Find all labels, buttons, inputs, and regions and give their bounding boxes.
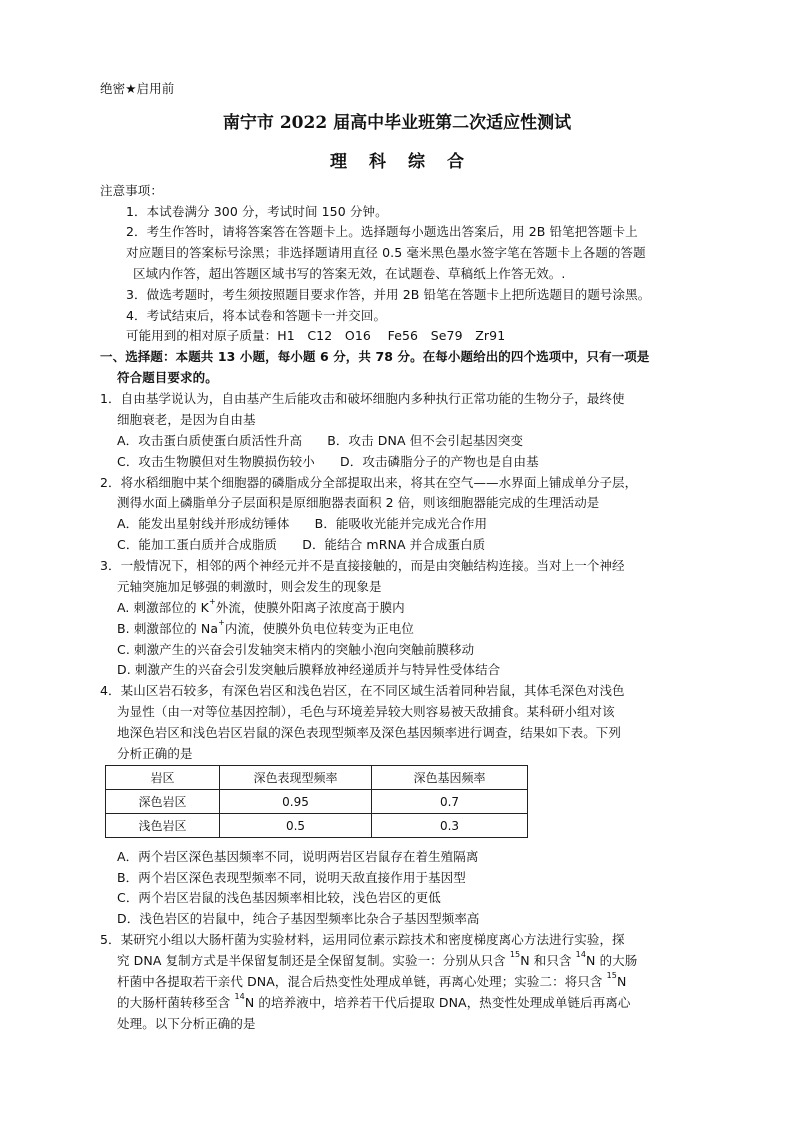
notice-item-1: 1．本试卷满分 300 分，考试时间 150 分钟。 (126, 204, 388, 219)
q4-stem-line-4: 分析正确的是 (117, 746, 193, 761)
q4-stem-line-1: 4．某山区岩石较多，有深色岩区和浅色岩区，在不同区域生活着同种岩鼠，其体毛深色对浅色 (100, 683, 625, 698)
q3-option-b: B. 刺激部位的 Na+内流，使膜外负电位转变为正电位 (117, 618, 414, 636)
q3-stem-line-2: 元轴突施加足够强的刺激时，则会发生的现象是 (117, 579, 382, 594)
atomic-masses: 可能用到的相对原子质量：H1 C12 O16 Fe56 Se79 Zr91 (126, 328, 506, 343)
table-header-cell: 深色基因频率 (372, 766, 528, 790)
q5-stem-line-2: 究 DNA 复制方式是半保留复制还是全保留复制。实验一：分别从只含 $^{15}$N 和只含 $^{14}$N 的大肠 (117, 950, 638, 968)
table-row (106, 814, 528, 838)
confidential-label: 绝密★启用前 (100, 81, 175, 96)
q3-option-d: D. 刺激产生的兴奋会引发突触后膜释放神经递质并与特异性受体结合 (117, 662, 501, 677)
q4-stem-line-3: 地深色岩区和浅色岩区岩鼠的深色表现型频率及深色基因频率进行调查，结果如下表。下列 (117, 725, 622, 740)
q3-option-a: A. 刺激部位的 K+外流，使膜外阳离子浓度高于膜内 (117, 597, 405, 615)
table-cell: 0.5 (220, 814, 372, 838)
q1-options-ab: A．攻击蛋白质使蛋白质活性升高 B．攻击 DNA 但不会引起基因突变 (117, 433, 524, 448)
q4-option-c: C．两个岩区岩鼠的浅色基因频率相比较，浅色岩区的更低 (117, 890, 441, 905)
q4-option-a: A．两个岩区深色基因频率不同，说明两岩区岩鼠存在着生殖隔离 (117, 849, 479, 864)
table-header-row (106, 766, 528, 790)
q4-stem-line-2: 为显性（由一对等位基因控制），毛色与环境差异较大则容易被天敌捕食。某科研小组对该 (117, 704, 615, 719)
section-1-heading: 一、选择题：本题共 13 小题，每小题 6 分，共 78 分。在每小题给出的四个选项中，只有一项是 (100, 349, 650, 364)
notice-heading: 注意事项： (100, 183, 164, 198)
q2-options-ab: A．能发出星射线并形成纺锤体 B．能吸收光能并完成光合作用 (117, 516, 488, 531)
notice-item-4: 4．考试结束后，将本试卷和答题卡一并交回。 (126, 308, 387, 323)
q1-stem-line-2: 细胞衰老，是因为自由基 (117, 412, 256, 427)
q1-stem-line-1: 1．自由基学说认为，自由基产生后能攻击和破坏细胞内多种执行正常功能的生物分子，最终使 (100, 391, 625, 406)
q5-stem-line-3: 杆菌中各提取若干亲代 DNA，混合后热变性处理成单链，再离心处理；实验二：将只含 $^{15}$N (117, 971, 627, 989)
table-header-cell: 岩区 (106, 766, 220, 790)
table-cell: 0.3 (372, 814, 528, 838)
q2-options-cd: C．能加工蛋白质并合成脂质 D．能结合 mRNA 并合成蛋白质 (117, 537, 486, 552)
notice-item-2-line-1: 2．考生作答时，请将答案答在答题卡上。选择题每小题选出答案后，用 2B 铅笔把答题卡上 (126, 224, 638, 239)
table-cell: 深色岩区 (106, 790, 220, 814)
table-cell: 0.7 (372, 790, 528, 814)
subject-title: 理科综合 (330, 152, 486, 172)
exam-title: 南宁市 2022 届高中毕业班第二次适应性测试 (222, 113, 572, 133)
table-row (106, 790, 528, 814)
q4-option-b: B．两个岩区深色表现型频率不同，说明天敌直接作用于基因型 (117, 870, 466, 885)
table-cell: 浅色岩区 (106, 814, 220, 838)
notice-item-2-line-2: 对应题目的答案标号涂黑；非选择题请用直径 0.5 毫米黑色墨水签字笔在答题卡上各题的答题 (126, 245, 646, 260)
table-cell: 0.95 (220, 790, 372, 814)
notice-item-3: 3．做选考题时，考生须按照题目要求作答，并用 2B 铅笔在答题卡上把所选题目的题号涂黑。 (126, 287, 651, 302)
q4-data-table (105, 765, 528, 838)
table-header-cell: 深色表现型频率 (220, 766, 372, 790)
q5-stem-line-5: 处理。以下分析正确的是 (117, 1016, 256, 1031)
section-1-heading-cont: 符合题目要求的。 (117, 370, 218, 385)
q2-stem-line-2: 测得水面上磷脂单分子层面积是原细胞器表面积 2 倍，则该细胞器能完成的生理活动是 (117, 495, 600, 510)
q5-stem-line-4: 的大肠杆菌转移至含 $^{14}$N 的培养液中，培养若干代后提取 DNA，热变性处理成单链后再离心 (117, 992, 631, 1010)
q4-option-d: D．浅色岩区的岩鼠中，纯合子基因型频率比杂合子基因型频率高 (117, 911, 480, 926)
q2-stem-line-1: 2．将水稻细胞中某个细胞器的磷脂成分全部提取出来，将其在空气——水界面上铺成单分子层， (100, 475, 638, 490)
notice-item-2-line-3: 区域内作答，超出答题区域书写的答案无效，在试题卷、草稿纸上作答无效。. (133, 266, 566, 281)
q1-options-cd: C．攻击生物膜但对生物膜损伤较小 D．攻击磷脂分子的产物也是自由基 (117, 454, 539, 469)
q3-stem-line-1: 3．一般情况下，相邻的两个神经元并不是直接接触的，而是由突触结构连接。当对上一个神经 (100, 558, 625, 573)
q5-stem-line-1: 5．某研究小组以大肠杆菌为实验材料，运用同位素示踪技术和密度梯度离心方法进行实验，探 (100, 932, 625, 947)
q3-option-c: C. 刺激产生的兴奋会引发轴突末梢内的突触小泡向突触前膜移动 (117, 642, 475, 657)
